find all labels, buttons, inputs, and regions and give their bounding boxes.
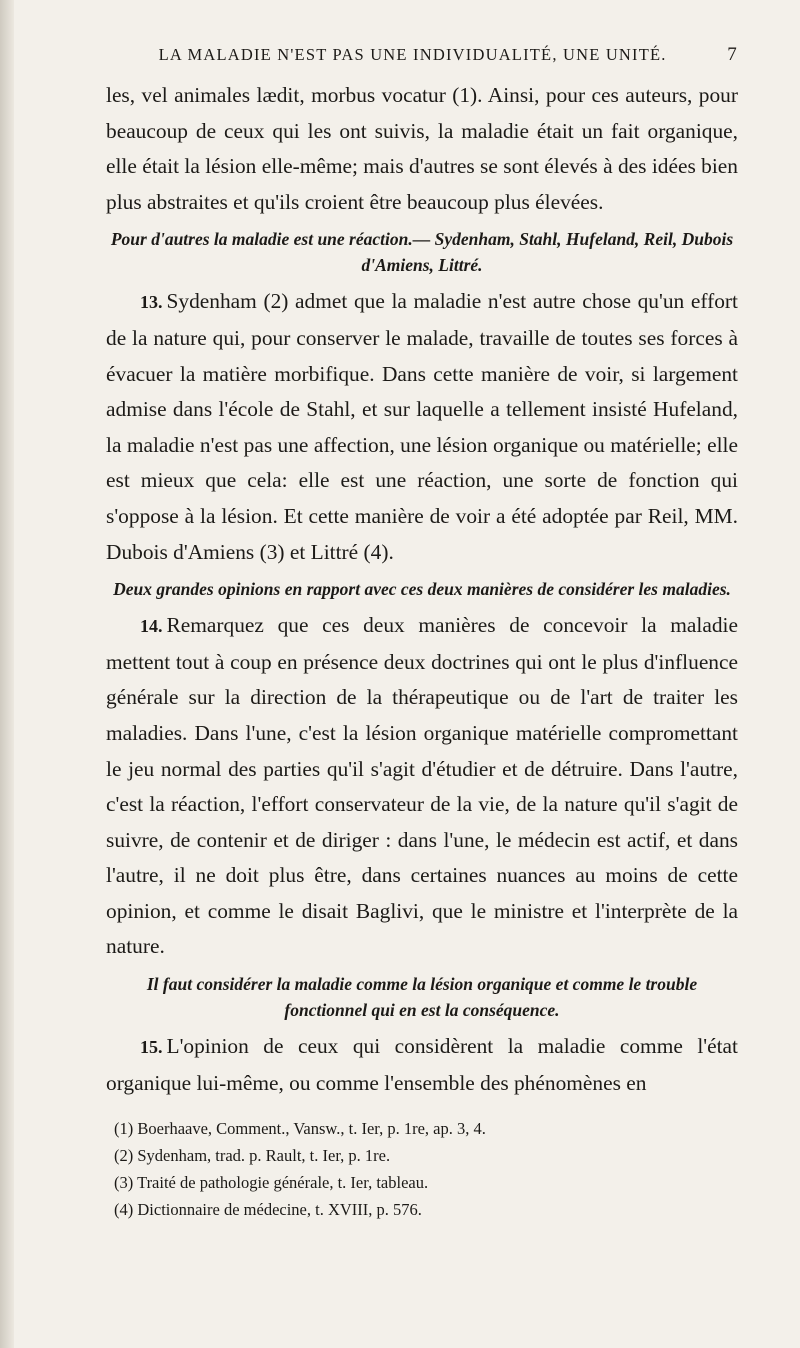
paragraph-number-13: 13. xyxy=(140,292,163,313)
paragraph-14-text: Remarquez que ces deux manières de concevoir la maladie mettent tout à coup en présence deux doctrines qui ont le plus d'influence générale sur la direction de la thérapeutique ou de l'art de traiter les maladies. Dans l'une, c'est la lésion organique matérielle compromettant le jeu normal des parties qu'il s'agit d'étudier et de détruire. Dans l'autre, c'est la réaction, l'effort conservateur de la vie, de la nature qu'il s'agit de suivre, de contenir et de diriger : dans l'une, le médecin est actif, et dans l'autre, il ne doit plus être, dans certaines nuances au moins de cette opinion, et comme le disait Baglivi, que le ministre et l'interprète de la nature. xyxy=(106,613,738,959)
side-heading-lesion: Il faut considérer la maladie comme la lésion organique et comme le trouble fonctionnel qui en est la conséquence. xyxy=(146,974,698,1021)
page-gutter xyxy=(0,0,14,1348)
footnote-2: (2) Sydenham, trad. p. Rault, t. Ier, p. 1re. xyxy=(114,1146,391,1166)
page-number: 7 xyxy=(727,44,738,65)
paragraph-number-14: 14. xyxy=(140,616,163,637)
footnote-4: (4) Dictionnaire de médecine, t. XVIII, p. 576. xyxy=(114,1200,422,1220)
footnote-1: (1) Boerhaave, Comment., Vansw., t. Ier, p. 1re, ap. 3, 4. xyxy=(114,1119,486,1139)
paragraph-14 xyxy=(106,608,738,965)
paragraph-number-15: 15. xyxy=(140,1037,163,1058)
footnotes xyxy=(106,1115,738,1223)
running-head xyxy=(106,44,738,66)
running-head-title: LA MALADIE N'EST PAS UNE INDIVIDUALITÉ, UNE UNITÉ. xyxy=(158,45,667,64)
paragraph-13-text: Sydenham (2) admet que la maladie n'est autre chose qu'un effort de la nature qui, pour conserver le malade, travaille de toutes ses forces à évacuer la matière morbifique. Dans cette manière de voir, si largement admise dans l'école de Stahl, et sur laquelle a tellement insisté Hufeland, la maladie n'est pas une affection, une lésion organique ou matérielle; elle est mieux que cela: elle est une réaction, une sorte de fonction qui s'oppose à la lésion. Et cette manière de voir a été adoptée par Reil, MM. Dubois d'Amiens (3) et Littré (4). xyxy=(106,289,738,564)
paragraph-15 xyxy=(106,1029,738,1101)
paragraph-intro: les, vel animales lædit, morbus vocatur (1). Ainsi, pour ces auteurs, pour beaucoup de ceux qui les ont suivis, la maladie était un fait organique, elle était la lésion elle-même; mais d'autres se sont élevés à des idées bien plus abstraites et qu'ils croient être beaucoup plus élevées. xyxy=(106,83,738,214)
footnote-3: (3) Traité de pathologie générale, t. Ier, tableau. xyxy=(114,1173,429,1193)
side-heading-reaction: Pour d'autres la maladie est une réaction.— Sydenham, Stahl, Hufeland, Reil, Dubois d'Amiens, Littré. xyxy=(110,229,734,276)
paragraph-13 xyxy=(106,284,738,570)
side-heading-two-opinions: Deux grandes opinions en rapport avec ces deux manières de considérer les maladies. xyxy=(113,579,731,600)
paragraph-15-text: L'opinion de ceux qui considèrent la maladie comme l'état organique lui-même, ou comme l'ensemble des phénomènes en xyxy=(106,1034,738,1095)
